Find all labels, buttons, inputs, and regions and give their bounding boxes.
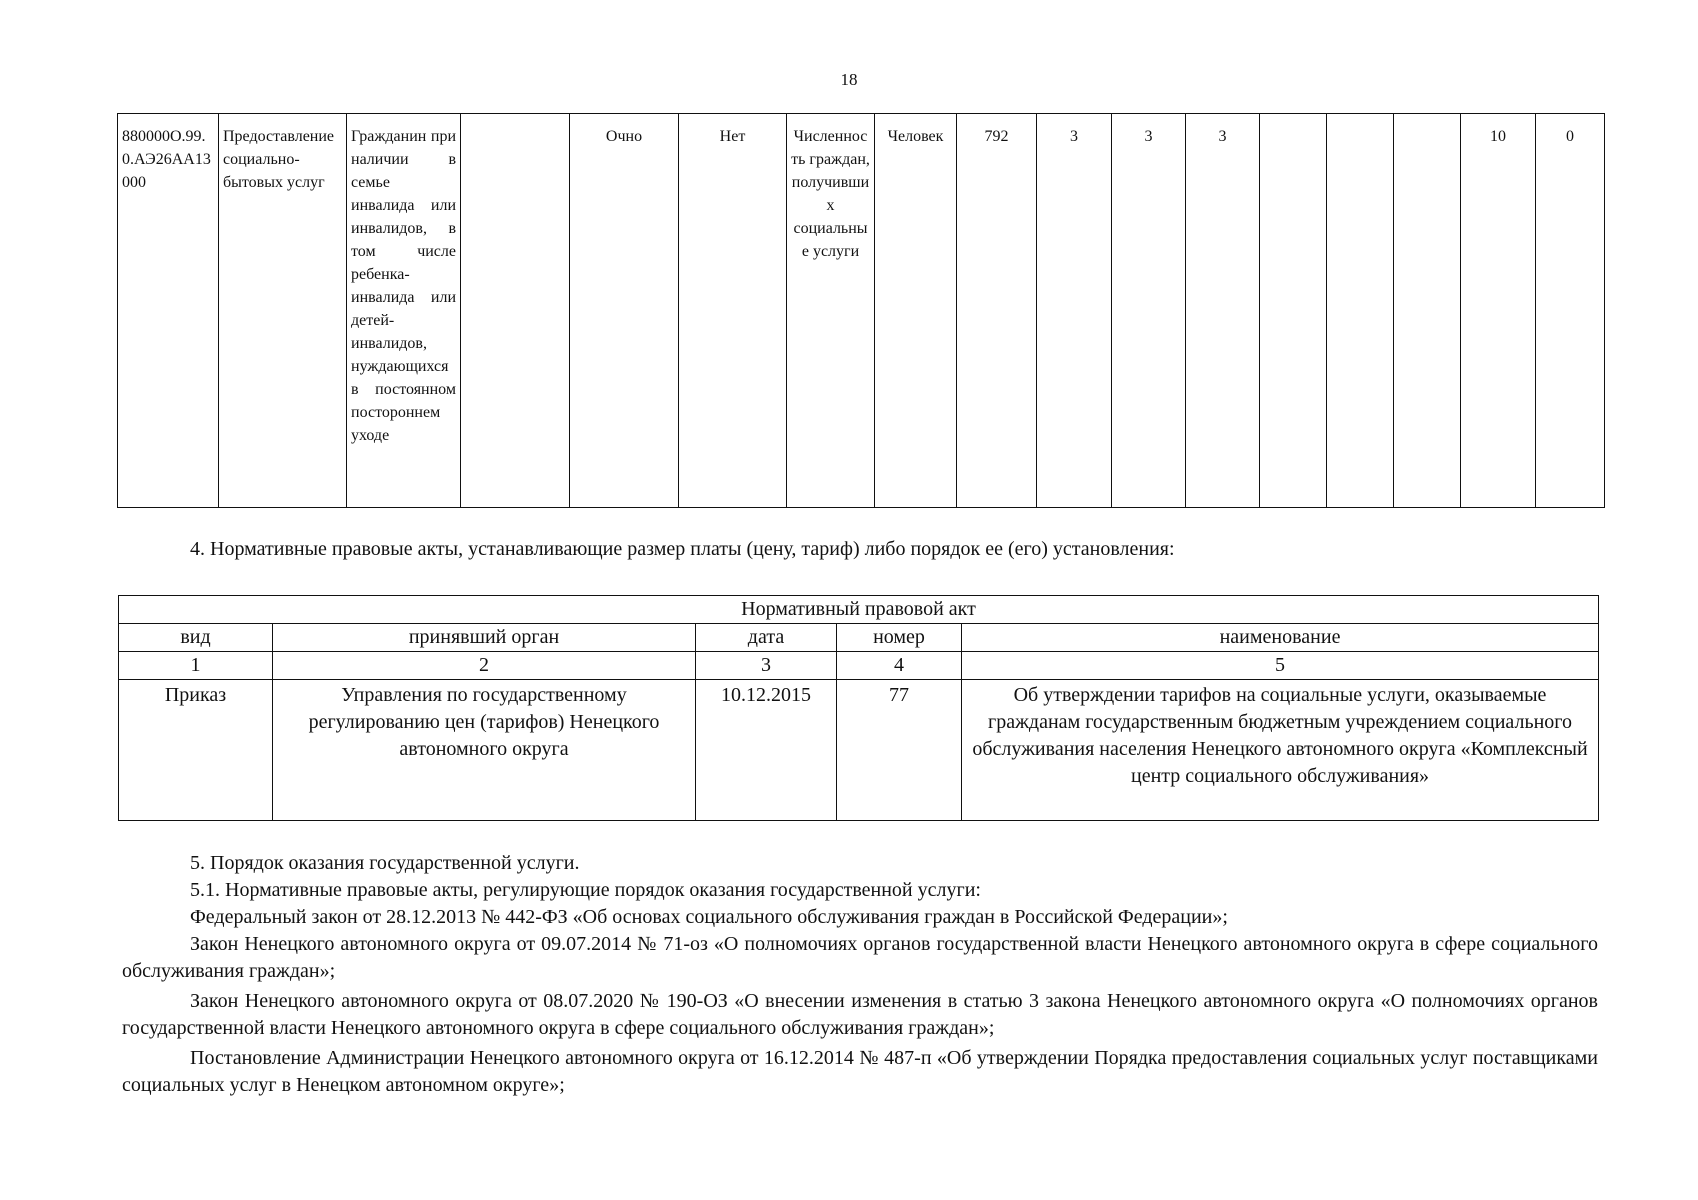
- column-number: 1: [119, 652, 273, 680]
- column-header: принявший орган: [273, 624, 696, 652]
- empty-cell: [461, 114, 570, 508]
- table-row: [118, 114, 1605, 508]
- service-name: Предоставление социально-бытовых услуг: [219, 114, 347, 508]
- column-number: 4: [837, 652, 962, 680]
- unit-name: Человек: [875, 114, 957, 508]
- table-row: [119, 652, 1599, 680]
- service-form: Очно: [570, 114, 679, 508]
- act-table-title: Нормативный правовой акт: [119, 596, 1599, 624]
- paragraph: 5.1. Нормативные правовые акты, регулирующие порядок оказания государственной услуги:: [190, 879, 981, 901]
- act-name: Об утверждении тарифов на социальные услуги, оказываемые гражданам государственным бюджетным учреждением социального обслуживания населения Ненецкого автономного округа «Комплексный центр социального обслуживания»: [962, 680, 1599, 821]
- column-number: 5: [962, 652, 1599, 680]
- paragraph: 5. Порядок оказания государственной услуги.: [190, 852, 580, 874]
- column-number: 3: [696, 652, 837, 680]
- value-year-3: 3: [1186, 114, 1260, 508]
- okei-code: 792: [957, 114, 1037, 508]
- act-authority: Управления по государственному регулированию цен (тарифов) Ненецкого автономного округа: [273, 680, 696, 821]
- deviation-percent: 10: [1461, 114, 1536, 508]
- value-year-1: 3: [1037, 114, 1112, 508]
- column-header: номер: [837, 624, 962, 652]
- paragraph: Федеральный закон от 28.12.2013 № 442-ФЗ «Об основах социального обслуживания граждан в Российской Федерации»;: [190, 906, 1228, 928]
- paragraph: Закон Ненецкого автономного округа от 08.07.2020 № 190-ОЗ «О внесении изменения в статью 3 закона Ненецкого автономного округа «О полномочиях органов государственной власти Ненецкого автономного округа в сфере социального обслуживания граждан»;: [122, 990, 1598, 1039]
- column-header: дата: [696, 624, 837, 652]
- act-number: 77: [837, 680, 962, 821]
- paragraph: Постановление Администрации Ненецкого автономного округа от 16.12.2014 № 487-п «Об утверждении Порядка предоставления социальных услуг поставщиками социальных услуг в Ненецком автономном округе»;: [122, 1047, 1598, 1096]
- column-header: наименование: [962, 624, 1599, 652]
- column-number: 2: [273, 652, 696, 680]
- section-4-heading: 4. Нормативные правовые акты, устанавливающие размер платы (цену, тариф) либо порядок ее (его) установления:: [190, 538, 1175, 560]
- deviation-absolute: 0: [1536, 114, 1605, 508]
- service-table: [117, 113, 1605, 508]
- service-flag: Нет: [679, 114, 787, 508]
- table-row: [119, 680, 1599, 821]
- indicator-name: Численность граждан, получивших социальные услуги: [787, 114, 875, 508]
- act-type: Приказ: [119, 680, 273, 821]
- legal-acts-text: [122, 850, 1598, 1099]
- empty-cell: [1394, 114, 1461, 508]
- value-year-2: 3: [1112, 114, 1186, 508]
- table-row: [119, 624, 1599, 652]
- paragraph: Закон Ненецкого автономного округа от 09.07.2014 № 71-оз «О полномочиях органов государственной власти Ненецкого автономного округа в сфере социального обслуживания граждан»;: [122, 933, 1598, 982]
- empty-cell: [1327, 114, 1394, 508]
- empty-cell: [1260, 114, 1327, 508]
- normative-act-table: [118, 595, 1599, 821]
- table-row: [119, 596, 1599, 624]
- service-code: 880000О.99.0.АЭ26АА13000: [118, 114, 219, 508]
- column-header: вид: [119, 624, 273, 652]
- page-number: 18: [840, 70, 858, 89]
- recipient-category: Гражданин при наличии в семье инвалида или инвалидов, в том числе ребенка-инвалида или детей-инвалидов, нуждающихся в постоянном постороннем уходе: [347, 114, 461, 508]
- act-date: 10.12.2015: [696, 680, 837, 821]
